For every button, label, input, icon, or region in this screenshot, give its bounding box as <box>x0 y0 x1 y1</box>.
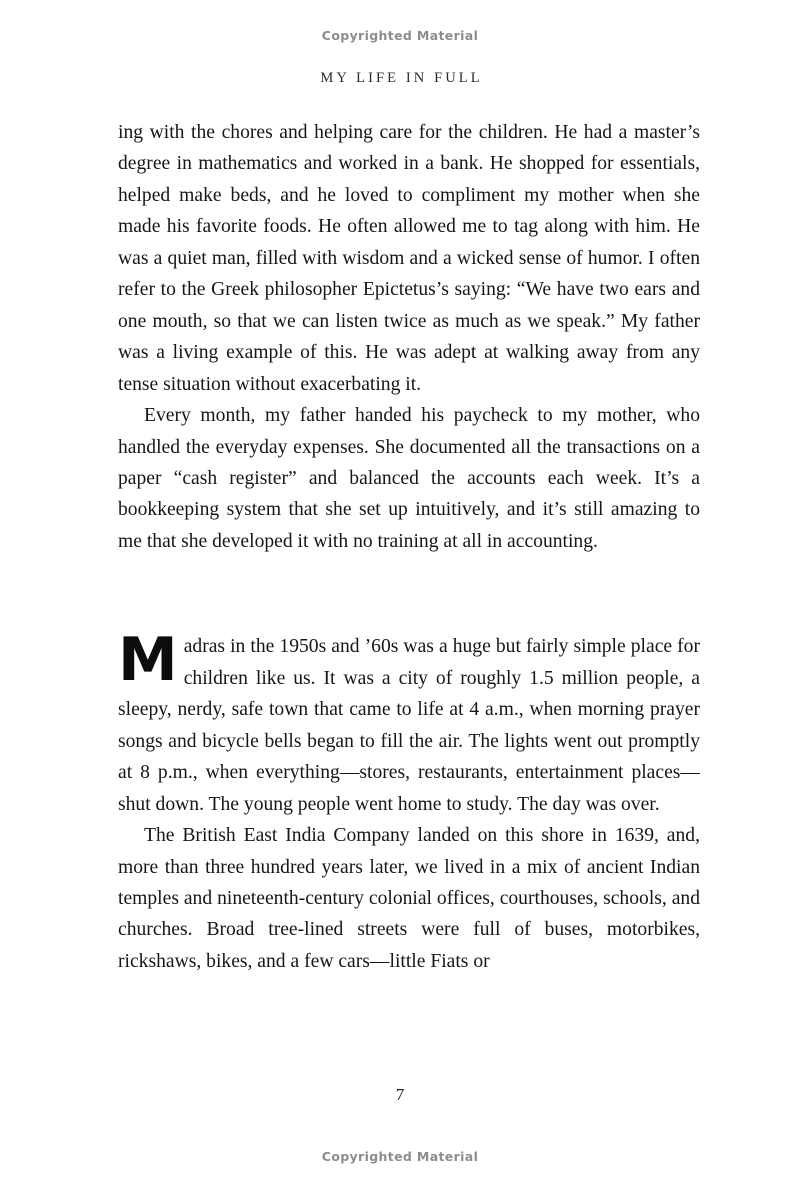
page-number: 7 <box>395 1085 405 1104</box>
paragraph-madras-text: adras in the 1950s and ’60s was a huge but fairly simple place for children like us. It was a city of roughly 1.5 million people, a sleepy, nerdy, safe town that came to life at 4 a.m., when morning prayer songs and bicycle bells began to fill the air. The lights went out promptly at 8 p.m., when everything—stores, restaurants, entertainment places—shut down. The young people went home to study. The day was over. <box>118 636 700 815</box>
paragraph-madras <box>118 625 700 820</box>
paragraph-continuation: ing with the chores and helping care for the children. He had a master’s degree in mathematics and worked in a bank. He shopped for essentials, helped make beds, and he loved to compliment my mother when she made his favorite foods. He often allowed me to tag along with him. He was a quiet man, filled with wisdom and a wicked sense of humor. I often refer to the Greek philosopher Epictetus’s saying: “We have two ears and one mouth, so that we can listen twice as much as we speak.” My father was a living example of this. He was adept at walking away from any tense situation without exacerbating it. <box>118 122 700 395</box>
drop-cap-letter: M <box>118 625 177 696</box>
copyright-watermark-bottom: Copyrighted Material <box>321 1149 479 1164</box>
body-text-block <box>118 117 700 977</box>
paragraph-paycheck: Every month, my father handed his paycheck to my mother, who handled the everyday expenses. She documented all the transactions on a paper “cash register” and balanced the accounts each week. It’s a bookkeeping system that she set up intuitively, and it’s still amazing to me that she developed it with no training at all in accounting. <box>118 405 700 552</box>
paragraph-east-india: The British East India Company landed on this shore in 1639, and, more than three hundred years later, we lived in a mix of ancient Indian temples and nineteenth-century colonial offices, courthouses, schools, and churches. Broad tree-lined streets were full of buses, motorbikes, rickshaws, bikes, and a few cars—little Fiats or <box>118 825 700 972</box>
section-break-spacer <box>118 557 700 631</box>
copyright-watermark-top: Copyrighted Material <box>321 28 479 43</box>
running-head-title: MY LIFE IN FULL <box>320 70 483 86</box>
